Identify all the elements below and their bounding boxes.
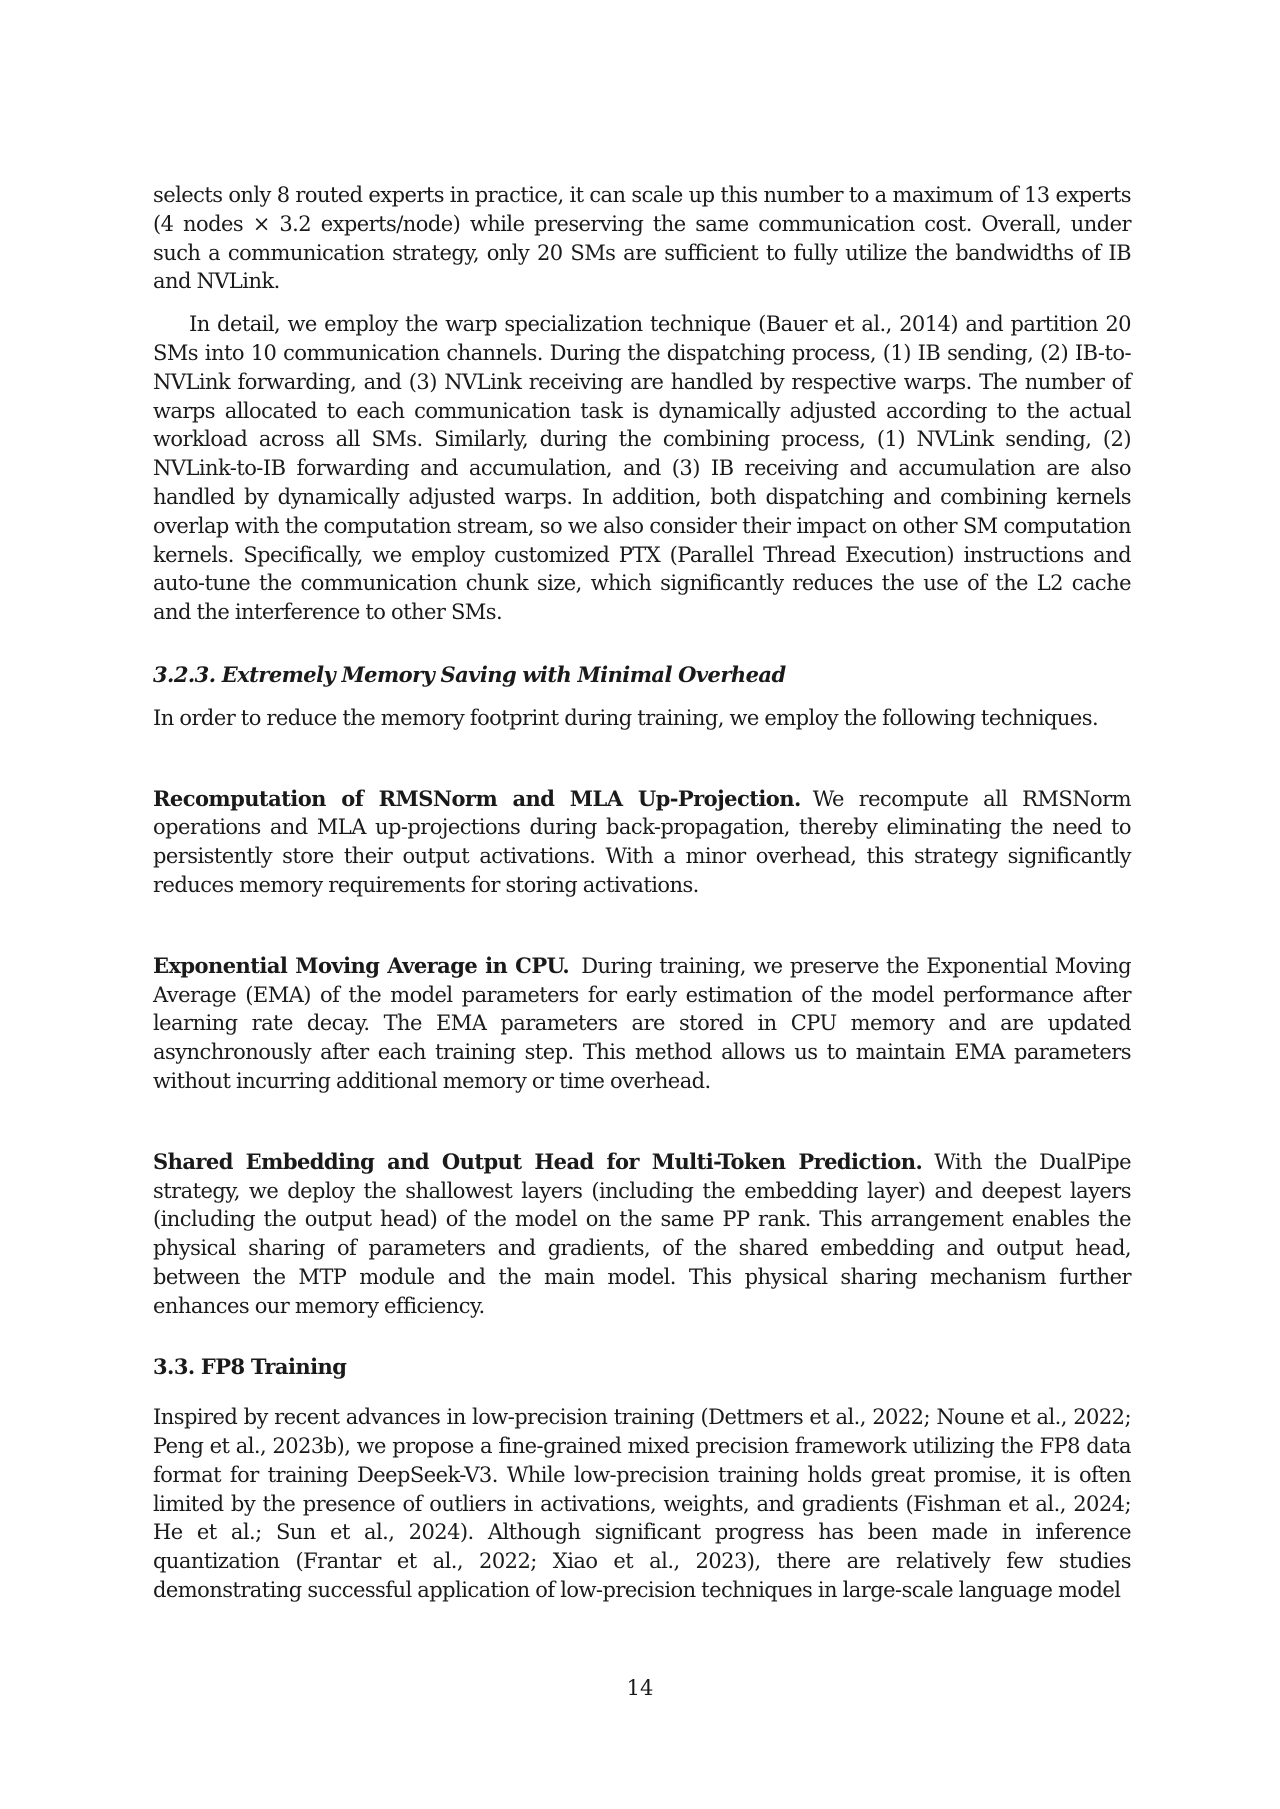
section-heading-3-3: 3.3. FP8 Training — [153, 1353, 347, 1379]
paragraph-ema — [153, 952, 1131, 1096]
paragraph-shared-embedding-body: With the DualPipe strategy, we deploy the shallowest layers (including the embedding layer) and deepest layers (including the output head) of the model on the same PP rank. This arrangement enables the physical sharing of parameters and gradients, of the shared embedding and output head, between the MTP module and the main model. This physical sharing mechanism further enhances our memory efficiency. — [153, 1149, 1132, 1318]
run-in-heading-recomputation: Recomputation of RMSNorm and MLA Up-Projection. — [153, 785, 801, 811]
page-body — [153, 181, 1131, 1605]
section-heading-3-2-3: 3.2.3. Extremely Memory Saving with Minimal Overhead — [153, 661, 786, 687]
paragraph-warp-specialization: In detail, we employ the warp specialization technique (Bauer et al., 2014) and partition 20 SMs into 10 communication channels. During the dispatching process, (1) IB sending, (2) IB-to-NVLink forwarding, and (3) NVLink receiving are handled by respective warps. The number of warps allocated to each communication task is dynamically adjusted according to the actual workload across all SMs. Similarly, during the combining process, (1) NVLink sending, (2) NVLink-to-IB forwarding and accumulation, and (3) IB receiving and accumulation are also handled by dynamically adjusted warps. In addition, both dispatching and combining kernels overlap with the computation stream, so we also consider their impact on other SM computation kernels. Specifically, we employ customized PTX (Parallel Thread Execution) instructions and auto-tune the communication chunk size, which significantly reduces the use of the L2 cache and the interference to other SMs. — [153, 312, 1131, 625]
page-number: 14 — [626, 1676, 654, 1700]
paragraph-ema-body: During training, we preserve the Exponential Moving Average (EMA) of the model parameters for early estimation of the model performance after learning rate decay. The EMA parameters are stored in CPU memory and are updated asynchronously after each training step. This method allows us to maintain EMA parameters without incurring additional memory or time overhead. — [153, 953, 1131, 1093]
paragraph-communication-cost: selects only 8 routed experts in practice, it can scale up this number to a maximum of 13 experts (4 nodes × 3.2 experts/node) while preserving the same communication cost. Overall, under such a communication strategy, only 20 SMs are sufficient to fully utilize the bandwidths of IB and NVLink. — [153, 183, 1131, 294]
paragraph-recomputation — [153, 785, 1131, 900]
paragraph-memory-intro: In order to reduce the memory footprint during training, we employ the following techniques. — [153, 705, 1099, 730]
paragraph-recomputation-body: We recompute all RMSNorm operations and MLA up-projections during back-propagation, thereby eliminating the need to persistently store their output activations. With a minor overhead, this strategy significantly reduces memory requirements for storing activations. — [153, 786, 1131, 897]
run-in-heading-shared-embedding: Shared Embedding and Output Head for Multi-Token Prediction. — [153, 1148, 923, 1174]
run-in-heading-ema: Exponential Moving Average in CPU. — [153, 952, 570, 978]
paragraph-fp8-training: Inspired by recent advances in low-precision training (Dettmers et al., 2022; Noune et al., 2022; Peng et al., 2023b), we propose a fine-grained mixed precision framework utilizing the FP8 data format for training DeepSeek-V3. While low-precision training holds great promise, it is often limited by the presence of outliers in activations, weights, and gradients (Fishman et al., 2024; He et al.; Sun et al., 2024). Although significant progress has been made in inference quantization (Frantar et al., 2022; Xiao et al., 2023), there are relatively few studies demonstrating successful application of low-precision techniques in large-scale language model — [153, 1405, 1131, 1603]
paragraph-shared-embedding — [153, 1148, 1131, 1321]
